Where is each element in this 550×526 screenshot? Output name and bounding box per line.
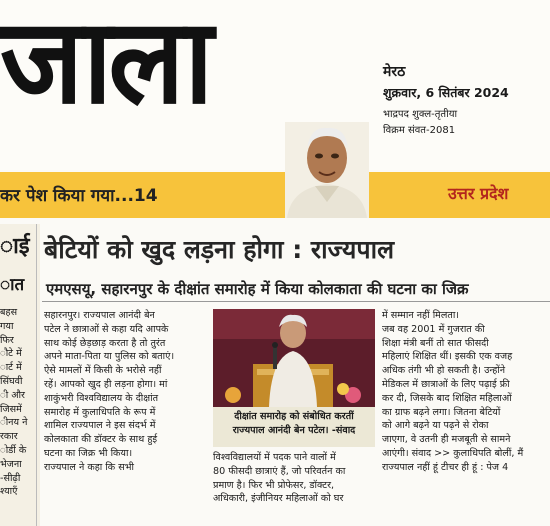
article-column-2: विश्वविद्यालयों में पदक पाने वालों में 80 फीसदी छात्राएं हैं, जो परिवर्तन का प्रमाण है। फिर भी प्रोफेसर, डॉक्टर, अधिकारी, इंजीनियर महिलाओं को घर bbox=[213, 452, 346, 505]
article-photo bbox=[213, 309, 375, 407]
adjacent-text: बहस गया फिर ौटे में ार्ट में सिंघवी ी और जिसमें ीनय ने रकार ोर्डी के भेजना -सीढ़ी श्याएँ bbox=[0, 307, 28, 498]
edition-city: मेरठ bbox=[383, 64, 406, 80]
article-column-3: में सम्मान नहीं मिलता। जब वह 2001 में गुजरात की शिक्षा मंत्री बनीं तो सात फीसदी महिलाएं शिक्षित थीं। इसकी एक वजह अधिक तंगी भी हो सकती है। उन्होंने मेडिकल में छात्राओं के लिए पढ़ाई फ्री कर दी, जिसके बाद शिक्षित महिलाओं का ग्राफ बढ़ने लगा। जितना बेटियों को आगे बढ़ने या पढ़ने से रोका जाएगा, वे उतनी ही मजबूती से सामने आएंगी। संवाद >> कुलाधिपति बोलीं, मैं राज्यपाल नहीं हूं टीचर ही हूं : पेज 4 bbox=[382, 310, 524, 473]
column-divider bbox=[36, 224, 37, 526]
article-subhead: एमएसयू, सहारनपुर के दीक्षांत समारोह में किया कोलकाता की घटना का जिक्र bbox=[46, 280, 469, 298]
edition-date: शुक्रवार, 6 सितंबर 2024 bbox=[383, 85, 509, 100]
hindu-month: भाद्रपद शुक्ल-तृतीया bbox=[383, 109, 458, 120]
article-headline: बेटियों को खुद लड़ना होगा : राज्यपाल bbox=[44, 235, 395, 264]
headline-rule bbox=[42, 301, 550, 302]
newspaper-logo: जाला bbox=[0, 0, 210, 130]
portrait-photo bbox=[285, 122, 369, 218]
adjacent-headline: ाई bbox=[0, 234, 30, 259]
article-column-1: सहारनपुर। राज्यपाल आनंदी बेन पटेल ने छात्राओं से कहा यदि आपके साथ कोई छेड़छाड़ करता है तो तुरंत अपने माता-पिता या पुलिस को बताएं। ऐसे मामलों में किसी के भरोसे नहीं रहें। आपको खुद ही लड़ना होगा। मां शाकुंभरी विश्वविद्यालय के दीक्षांत समारोह में कुलाधिपति के रूप में शामिल राज्यपाल ने इस संदर्भ में कोलकाता की डॉक्टर के साथ हुई घटना का जिक्र भी किया। राज्यपाल ने कहा कि सभी bbox=[44, 310, 175, 473]
section-label: उत्तर प्रदेश bbox=[448, 184, 509, 203]
photo-caption: दीक्षांत समारोह को संबोधित करतीं राज्यपाल आनंदी बेन पटेल। -संवाद bbox=[213, 407, 375, 447]
band-teaser: कर पेश किया गया...14 bbox=[0, 186, 158, 206]
samvat-year: विक्रम संवत-2081 bbox=[383, 125, 456, 136]
adjacent-subhead: ात bbox=[0, 275, 25, 295]
